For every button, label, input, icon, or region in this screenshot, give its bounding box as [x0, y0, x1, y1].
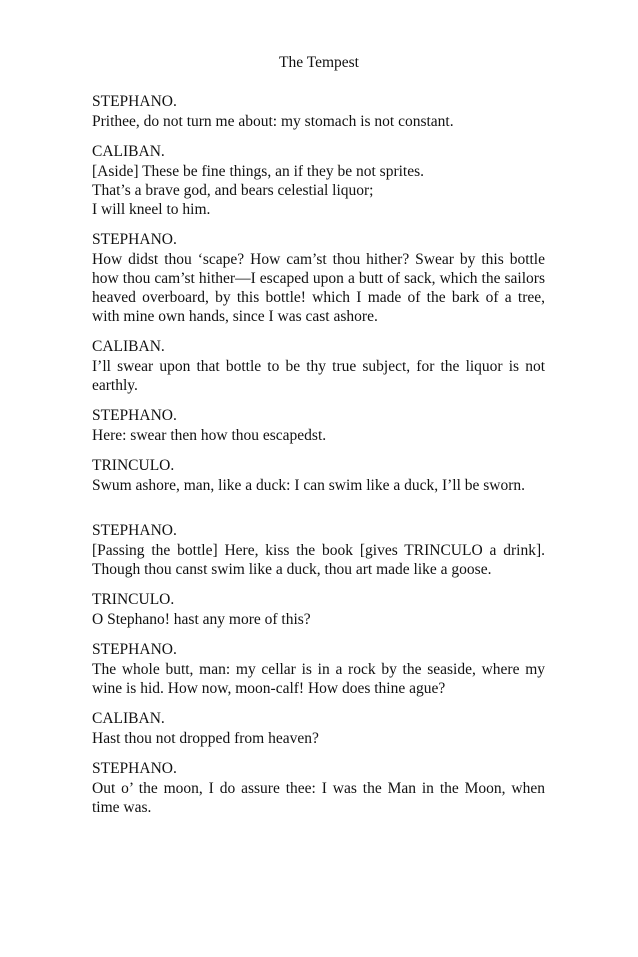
verse-line: That’s a brave god, and bears celestial liquor; [92, 182, 374, 199]
prose-paragraph: Out o’ the moon, I do assure thee: I was the Man in the Moon, when time was. [92, 780, 545, 816]
speaker-name: STEPHANO. [92, 641, 177, 658]
speech-block [92, 709, 545, 748]
play-text [92, 92, 545, 828]
speech-text [92, 426, 545, 445]
speech-text [92, 112, 545, 131]
verse-line: Swum ashore, man, like a duck: I can swim like a duck, I’ll be sworn. [92, 477, 526, 494]
speech-block [92, 337, 545, 395]
speech-block [92, 230, 545, 326]
speaker-name: TRINCULO. [92, 591, 175, 608]
speech-text [92, 162, 545, 219]
verse-line: Hast thou not dropped from heaven? [92, 730, 319, 747]
verse-line: I will kneel to him. [92, 201, 211, 218]
speech-block [92, 92, 545, 131]
speaker-name: CALIBAN. [92, 143, 165, 160]
speech-text [92, 660, 545, 698]
speech-block [92, 406, 545, 445]
verse-line: [Aside] These be fine things, an if they be not sprites. [92, 163, 425, 180]
speaker-name: CALIBAN. [92, 710, 165, 727]
speaker-name: CALIBAN. [92, 338, 165, 355]
prose-paragraph: The whole butt, man: my cellar is in a rock by the seaside, where my wine is hid. How now, moon-calf! How does thine ague? [92, 661, 545, 697]
speaker-name: STEPHANO. [92, 760, 177, 777]
speaker-name: TRINCULO. [92, 457, 175, 474]
speech-text [92, 250, 545, 326]
prose-paragraph: [Passing the bottle] Here, kiss the book [gives TRINCULO a drink]. Though thou canst swim like a duck, thou art made like a goose. [92, 542, 545, 578]
speech-block [92, 142, 545, 219]
speech-block [92, 640, 545, 698]
speech-text [92, 779, 545, 817]
running-header: The Tempest [279, 54, 359, 71]
speech-block [92, 590, 545, 629]
speaker-name: STEPHANO. [92, 407, 177, 424]
speech-block [92, 521, 545, 579]
speech-block [92, 456, 545, 495]
speech-text [92, 541, 545, 579]
verse-line: Here: swear then how thou escapedst. [92, 427, 327, 444]
verse-line: O Stephano! hast any more of this? [92, 611, 311, 628]
speech-text [92, 357, 545, 395]
speech-block [92, 759, 545, 817]
speaker-name: STEPHANO. [92, 522, 177, 539]
speech-text [92, 610, 545, 629]
speaker-name: STEPHANO. [92, 93, 177, 110]
speech-text [92, 729, 545, 748]
speaker-name: STEPHANO. [92, 231, 177, 248]
speech-text [92, 476, 545, 495]
prose-paragraph: How didst thou ‘scape? How cam’st thou hither? Swear by this bottle how thou cam’st hither—I escaped upon a butt of sack, which the sailors heaved overboard, by this bottle! which I made of the bark of a tree, with mine own hands, since I was cast ashore. [92, 251, 545, 325]
prose-paragraph: I’ll swear upon that bottle to be thy true subject, for the liquor is not earthly. [92, 358, 545, 394]
verse-line: Prithee, do not turn me about: my stomach is not constant. [92, 113, 454, 130]
